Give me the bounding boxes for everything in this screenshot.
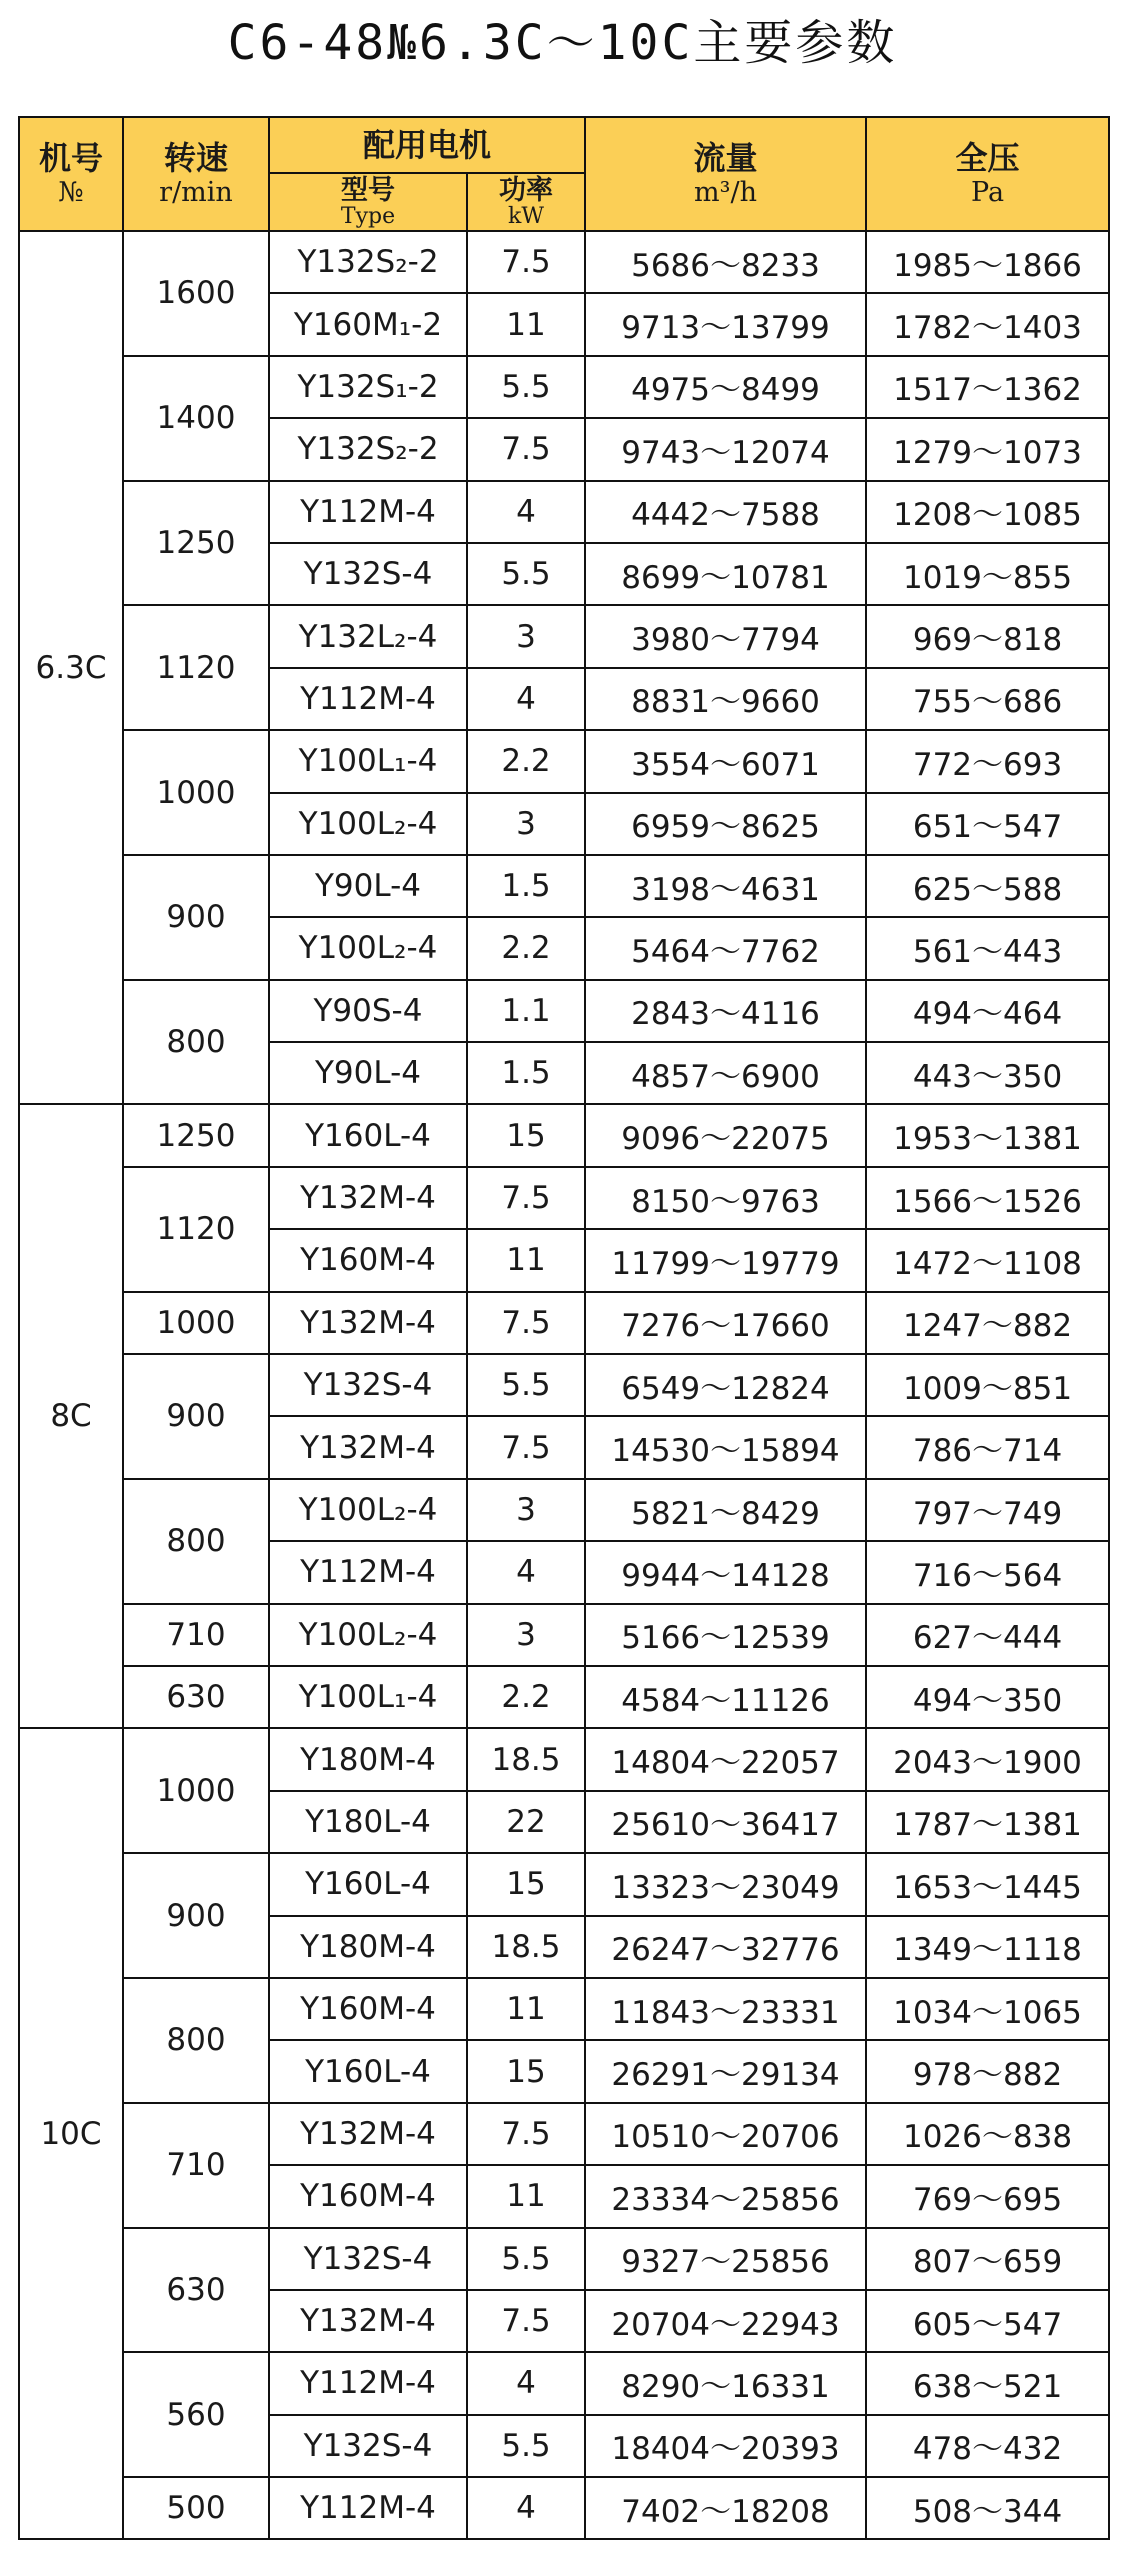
flow-cell: 9944～14128 xyxy=(585,1541,866,1603)
table-row xyxy=(19,1978,1109,2040)
motor-type-cell: Y100L₂-4 xyxy=(269,1604,467,1666)
pressure-cell: 772～693 xyxy=(866,730,1109,792)
power-cell: 1.1 xyxy=(467,980,585,1042)
flow-cell: 9327～25856 xyxy=(585,2228,866,2290)
table-row xyxy=(19,2228,1109,2290)
flow-cell: 9743～12074 xyxy=(585,418,866,480)
pressure-cell: 786～714 xyxy=(866,1416,1109,1478)
power-cell: 1.5 xyxy=(467,855,585,917)
pressure-cell: 1472～1108 xyxy=(866,1229,1109,1291)
pressure-cell: 1019～855 xyxy=(866,543,1109,605)
pressure-cell: 978～882 xyxy=(866,2040,1109,2102)
fan-no-cell: 8C xyxy=(19,1104,123,1728)
motor-type-cell: Y112M-4 xyxy=(269,2352,467,2414)
table-row xyxy=(19,481,1109,543)
flow-cell: 3554～6071 xyxy=(585,730,866,792)
fan-no-cell: 10C xyxy=(19,1728,123,2539)
motor-type-cell: Y132M-4 xyxy=(269,2290,467,2352)
speed-cell: 1600 xyxy=(123,231,269,356)
page-title: C6-48№6.3C～10C主要参数 xyxy=(227,15,898,71)
flow-cell: 20704～22943 xyxy=(585,2290,866,2352)
flow-cell: 11843～23331 xyxy=(585,1978,866,2040)
motor-type-cell: Y160M₁-2 xyxy=(269,293,467,355)
power-cell: 7.5 xyxy=(467,2290,585,2352)
pressure-cell: 1782～1403 xyxy=(866,293,1109,355)
flow-cell: 3980～7794 xyxy=(585,605,866,667)
speed-cell: 800 xyxy=(123,1978,269,2103)
power-cell: 7.5 xyxy=(467,231,585,293)
pressure-cell: 769～695 xyxy=(866,2165,1109,2227)
flow-cell: 8831～9660 xyxy=(585,668,866,730)
motor-type-cell: Y132M-4 xyxy=(269,1292,467,1354)
header-flow: 流量 m³/h xyxy=(585,117,866,231)
flow-cell: 26247～32776 xyxy=(585,1916,866,1978)
pressure-cell: 807～659 xyxy=(866,2228,1109,2290)
power-cell: 7.5 xyxy=(467,1167,585,1229)
speed-cell: 630 xyxy=(123,1666,269,1728)
pressure-cell: 625～588 xyxy=(866,855,1109,917)
pressure-cell: 755～686 xyxy=(866,668,1109,730)
motor-type-cell: Y160M-4 xyxy=(269,1978,467,2040)
table-row xyxy=(19,1853,1109,1915)
flow-cell: 23334～25856 xyxy=(585,2165,866,2227)
power-cell: 7.5 xyxy=(467,1416,585,1478)
motor-type-cell: Y132L₂-4 xyxy=(269,605,467,667)
pressure-cell: 627～444 xyxy=(866,1604,1109,1666)
motor-type-cell: Y180L-4 xyxy=(269,1791,467,1853)
table-row xyxy=(19,1604,1109,1666)
pressure-cell: 716～564 xyxy=(866,1541,1109,1603)
power-cell: 5.5 xyxy=(467,543,585,605)
motor-type-cell: Y100L₁-4 xyxy=(269,730,467,792)
table-row xyxy=(19,2477,1109,2539)
flow-cell: 2843～4116 xyxy=(585,980,866,1042)
table-row xyxy=(19,231,1109,293)
power-cell: 2.2 xyxy=(467,917,585,979)
power-cell: 3 xyxy=(467,1479,585,1541)
pressure-cell: 1953～1381 xyxy=(866,1104,1109,1166)
table-row xyxy=(19,356,1109,418)
pressure-cell: 2043～1900 xyxy=(866,1728,1109,1790)
flow-cell: 8150～9763 xyxy=(585,1167,866,1229)
speed-cell: 900 xyxy=(123,855,269,980)
power-cell: 3 xyxy=(467,1604,585,1666)
pressure-cell: 508～344 xyxy=(866,2477,1109,2539)
flow-cell: 8290～16331 xyxy=(585,2352,866,2414)
pressure-cell: 494～350 xyxy=(866,1666,1109,1728)
motor-type-cell: Y160M-4 xyxy=(269,1229,467,1291)
motor-type-cell: Y132S₂-2 xyxy=(269,231,467,293)
speed-cell: 630 xyxy=(123,2228,269,2353)
speed-cell: 710 xyxy=(123,2103,269,2228)
pressure-cell: 1034～1065 xyxy=(866,1978,1109,2040)
power-cell: 11 xyxy=(467,1978,585,2040)
power-cell: 1.5 xyxy=(467,1042,585,1104)
power-cell: 18.5 xyxy=(467,1916,585,1978)
pressure-cell: 1517～1362 xyxy=(866,356,1109,418)
power-cell: 2.2 xyxy=(467,1666,585,1728)
speed-cell: 800 xyxy=(123,1479,269,1604)
speed-cell: 560 xyxy=(123,2352,269,2477)
motor-type-cell: Y112M-4 xyxy=(269,481,467,543)
power-cell: 3 xyxy=(467,605,585,667)
flow-cell: 26291～29134 xyxy=(585,2040,866,2102)
speed-cell: 1400 xyxy=(123,356,269,481)
header-fan-no: 机号 № xyxy=(19,117,123,231)
table-row xyxy=(19,1354,1109,1416)
flow-cell: 3198～4631 xyxy=(585,855,866,917)
pressure-cell: 797～749 xyxy=(866,1479,1109,1541)
table-row xyxy=(19,980,1109,1042)
pressure-cell: 1653～1445 xyxy=(866,1853,1109,1915)
flow-cell: 6959～8625 xyxy=(585,793,866,855)
motor-type-cell: Y112M-4 xyxy=(269,668,467,730)
power-cell: 7.5 xyxy=(467,1292,585,1354)
pressure-cell: 494～464 xyxy=(866,980,1109,1042)
motor-type-cell: Y180M-4 xyxy=(269,1916,467,1978)
power-cell: 7.5 xyxy=(467,2103,585,2165)
flow-cell: 5821～8429 xyxy=(585,1479,866,1541)
power-cell: 15 xyxy=(467,2040,585,2102)
pressure-cell: 651～547 xyxy=(866,793,1109,855)
table-row xyxy=(19,730,1109,792)
table-row xyxy=(19,605,1109,667)
speed-cell: 1000 xyxy=(123,1292,269,1354)
motor-type-cell: Y180M-4 xyxy=(269,1728,467,1790)
motor-type-cell: Y90L-4 xyxy=(269,855,467,917)
motor-type-cell: Y160L-4 xyxy=(269,1104,467,1166)
flow-cell: 14804～22057 xyxy=(585,1728,866,1790)
speed-cell: 1000 xyxy=(123,1728,269,1853)
motor-type-cell: Y132S-4 xyxy=(269,2415,467,2477)
pressure-cell: 1787～1381 xyxy=(866,1791,1109,1853)
header-type: 型号 Type xyxy=(269,173,467,231)
table-row xyxy=(19,1292,1109,1354)
table-row xyxy=(19,2103,1109,2165)
flow-cell: 13323～23049 xyxy=(585,1853,866,1915)
motor-type-cell: Y132S₁-2 xyxy=(269,356,467,418)
power-cell: 11 xyxy=(467,293,585,355)
parameter-table xyxy=(18,116,1110,2540)
motor-type-cell: Y132S-4 xyxy=(269,543,467,605)
power-cell: 3 xyxy=(467,793,585,855)
speed-cell: 1120 xyxy=(123,1167,269,1292)
header-pressure: 全压 Pa xyxy=(866,117,1109,231)
pressure-cell: 1566～1526 xyxy=(866,1167,1109,1229)
motor-type-cell: Y100L₁-4 xyxy=(269,1666,467,1728)
power-cell: 4 xyxy=(467,2352,585,2414)
motor-type-cell: Y112M-4 xyxy=(269,1541,467,1603)
flow-cell: 8699～10781 xyxy=(585,543,866,605)
pressure-cell: 1985～1866 xyxy=(866,231,1109,293)
speed-cell: 800 xyxy=(123,980,269,1105)
table-row xyxy=(19,1728,1109,1790)
power-cell: 4 xyxy=(467,1541,585,1603)
pressure-cell: 443～350 xyxy=(866,1042,1109,1104)
power-cell: 5.5 xyxy=(467,1354,585,1416)
flow-cell: 4975～8499 xyxy=(585,356,866,418)
power-cell: 11 xyxy=(467,1229,585,1291)
flow-cell: 11799～19779 xyxy=(585,1229,866,1291)
motor-type-cell: Y90L-4 xyxy=(269,1042,467,1104)
pressure-cell: 1349～1118 xyxy=(866,1916,1109,1978)
speed-cell: 1000 xyxy=(123,730,269,855)
table-row xyxy=(19,1479,1109,1541)
motor-type-cell: Y100L₂-4 xyxy=(269,793,467,855)
motor-type-cell: Y160M-4 xyxy=(269,2165,467,2227)
motor-type-cell: Y132S₂-2 xyxy=(269,418,467,480)
flow-cell: 9713～13799 xyxy=(585,293,866,355)
flow-cell: 7276～17660 xyxy=(585,1292,866,1354)
table-row xyxy=(19,1104,1109,1166)
motor-type-cell: Y132M-4 xyxy=(269,1416,467,1478)
speed-cell: 900 xyxy=(123,1354,269,1479)
motor-type-cell: Y132M-4 xyxy=(269,1167,467,1229)
flow-cell: 4442～7588 xyxy=(585,481,866,543)
table-row xyxy=(19,855,1109,917)
motor-type-cell: Y100L₂-4 xyxy=(269,1479,467,1541)
flow-cell: 7402～18208 xyxy=(585,2477,866,2539)
header-speed: 转速 r/min xyxy=(123,117,269,231)
power-cell: 4 xyxy=(467,2477,585,2539)
table-body xyxy=(19,231,1109,2539)
pressure-cell: 1009～851 xyxy=(866,1354,1109,1416)
header-power: 功率 kW xyxy=(467,173,585,231)
table-row xyxy=(19,2352,1109,2414)
power-cell: 5.5 xyxy=(467,356,585,418)
power-cell: 15 xyxy=(467,1104,585,1166)
pressure-cell: 478～432 xyxy=(866,2415,1109,2477)
flow-cell: 4857～6900 xyxy=(585,1042,866,1104)
power-cell: 15 xyxy=(467,1853,585,1915)
power-cell: 5.5 xyxy=(467,2228,585,2290)
flow-cell: 9096～22075 xyxy=(585,1104,866,1166)
pressure-cell: 1208～1085 xyxy=(866,481,1109,543)
power-cell: 22 xyxy=(467,1791,585,1853)
table-row xyxy=(19,1666,1109,1728)
pressure-cell: 561～443 xyxy=(866,917,1109,979)
speed-cell: 1120 xyxy=(123,605,269,730)
table-header xyxy=(19,117,1109,231)
flow-cell: 18404～20393 xyxy=(585,2415,866,2477)
motor-type-cell: Y132S-4 xyxy=(269,2228,467,2290)
flow-cell: 14530～15894 xyxy=(585,1416,866,1478)
pressure-cell: 1247～882 xyxy=(866,1292,1109,1354)
flow-cell: 5464～7762 xyxy=(585,917,866,979)
motor-type-cell: Y132M-4 xyxy=(269,2103,467,2165)
speed-cell: 1250 xyxy=(123,481,269,606)
speed-cell: 900 xyxy=(123,1853,269,1978)
power-cell: 4 xyxy=(467,668,585,730)
motor-type-cell: Y160L-4 xyxy=(269,1853,467,1915)
motor-type-cell: Y160L-4 xyxy=(269,2040,467,2102)
flow-cell: 6549～12824 xyxy=(585,1354,866,1416)
flow-cell: 10510～20706 xyxy=(585,2103,866,2165)
header-motor: 配用电机 xyxy=(269,117,585,173)
power-cell: 4 xyxy=(467,481,585,543)
power-cell: 18.5 xyxy=(467,1728,585,1790)
power-cell: 5.5 xyxy=(467,2415,585,2477)
power-cell: 7.5 xyxy=(467,418,585,480)
motor-type-cell: Y132S-4 xyxy=(269,1354,467,1416)
motor-type-cell: Y90S-4 xyxy=(269,980,467,1042)
pressure-cell: 605～547 xyxy=(866,2290,1109,2352)
pressure-cell: 1279～1073 xyxy=(866,418,1109,480)
pressure-cell: 1026～838 xyxy=(866,2103,1109,2165)
flow-cell: 4584～11126 xyxy=(585,1666,866,1728)
power-cell: 2.2 xyxy=(467,730,585,792)
fan-no-cell: 6.3C xyxy=(19,231,123,1104)
speed-cell: 500 xyxy=(123,2477,269,2539)
pressure-cell: 638～521 xyxy=(866,2352,1109,2414)
motor-type-cell: Y100L₂-4 xyxy=(269,917,467,979)
flow-cell: 25610～36417 xyxy=(585,1791,866,1853)
flow-cell: 5686～8233 xyxy=(585,231,866,293)
speed-cell: 710 xyxy=(123,1604,269,1666)
flow-cell: 5166～12539 xyxy=(585,1604,866,1666)
pressure-cell: 969～818 xyxy=(866,605,1109,667)
speed-cell: 1250 xyxy=(123,1104,269,1166)
power-cell: 11 xyxy=(467,2165,585,2227)
table-row xyxy=(19,1167,1109,1229)
motor-type-cell: Y112M-4 xyxy=(269,2477,467,2539)
